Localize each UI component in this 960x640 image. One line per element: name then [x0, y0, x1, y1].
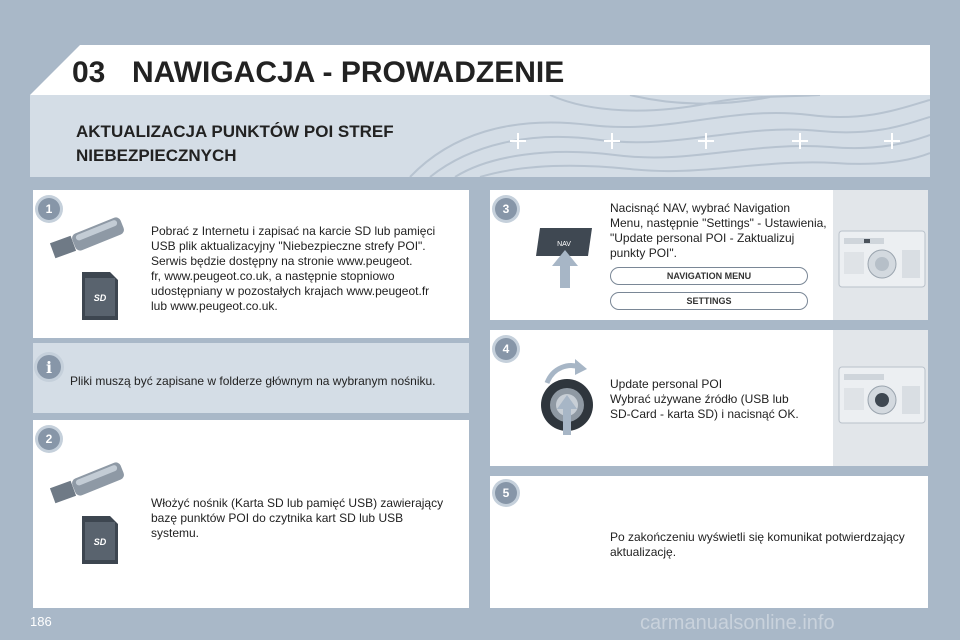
step-1-text: [151, 224, 435, 314]
step-3-line: Nacisnąć NAV, wybrać Navigation: [610, 201, 791, 215]
step-3-badge: 3: [495, 198, 517, 220]
step-4-line: Update personal POI: [610, 377, 723, 391]
radio-unit-icon: [838, 230, 926, 288]
step-1-badge: 1: [38, 198, 60, 220]
step-5-badge: 5: [495, 482, 517, 504]
sd-card-icon: [80, 270, 120, 322]
section-subtitle: [76, 120, 394, 168]
subtitle-line-1: AKTUALIZACJA PUNKTÓW POI STREF: [76, 122, 394, 141]
step-1-line: Serwis będzie dostępny na stronie www.peugeot.: [151, 254, 413, 268]
navigation-menu-button[interactable]: NAVIGATION MENU: [610, 267, 808, 285]
page-number: 186: [30, 614, 52, 629]
svg-text:SD: SD: [93, 537, 107, 547]
step-4-line: Wybrać używane źródło (USB lub: [610, 392, 789, 406]
usb-stick-icon: [50, 215, 130, 260]
step-3-line: Menu, następnie "Settings" - Ustawienia,: [610, 216, 827, 230]
chapter-number: 03: [72, 56, 106, 89]
step-2-line: bazę punktów POI do czytnika kart SD lub USB: [151, 511, 404, 525]
info-icon: i: [37, 355, 61, 379]
step-3-text: [610, 201, 827, 261]
svg-text:SD: SD: [93, 293, 107, 303]
step-4-line: SD-Card - karta SD) i nacisnąć OK.: [610, 407, 799, 421]
info-text: Pliki muszą być zapisane w folderze głównym na wybranym nośniku.: [70, 374, 436, 388]
settings-button[interactable]: SETTINGS: [610, 292, 808, 310]
step-2-badge: 2: [38, 428, 60, 450]
watermark: carmanualsonline.info: [640, 612, 835, 634]
step-3-line: punkty POI".: [610, 246, 677, 260]
page-title: NAWIGACJA - PROWADZENIE: [132, 56, 565, 89]
step-1-line: Pobrać z Internetu i zapisać na karcie SD lub pamięci: [151, 224, 436, 238]
sd-card-icon: [80, 514, 120, 566]
step-1-line: fr, www.peugeot.co.uk, a następnie stopniowo: [151, 269, 395, 283]
step-2-text: [151, 496, 443, 541]
step-5-text: [610, 530, 905, 560]
radio-unit-icon: [838, 366, 926, 424]
subtitle-line-2: NIEBEZPIECZNYCH: [76, 146, 237, 165]
nav-button-icon: [530, 226, 600, 292]
step-1-line: USB plik aktualizacyjny "Niebezpieczne strefy POI".: [151, 239, 426, 253]
step-1-line: lub www.peugeot.co.uk.: [151, 299, 278, 313]
step-4-badge: 4: [495, 338, 517, 360]
nav-key-label: NAV: [557, 241, 571, 248]
step-2-line: systemu.: [151, 526, 200, 540]
rotary-dial-icon: [535, 355, 605, 441]
step-1-line: udostępniany w pozostałych krajach www.peugeot.fr: [151, 284, 430, 298]
step-4-text: [610, 377, 799, 422]
plus-marks: [510, 133, 900, 149]
usb-stick-icon: [50, 460, 130, 505]
step-2-line: Włożyć nośnik (Karta SD lub pamięć USB) zawierający: [151, 496, 444, 510]
step-5-line: aktualizację.: [610, 545, 677, 559]
step-5-line: Po zakończeniu wyświetli się komunikat potwierdzający: [610, 530, 905, 544]
step-3-line: "Update personal POI - Zaktualizuj: [610, 231, 795, 245]
